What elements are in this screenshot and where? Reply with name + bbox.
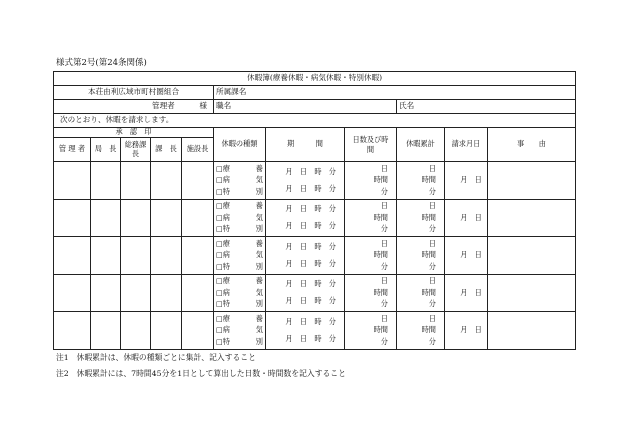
kind-byoki[interactable] xyxy=(216,212,263,224)
approval-kyokucho-cell[interactable] xyxy=(91,162,121,200)
checkbox-icon[interactable]: □ xyxy=(216,250,223,260)
kind-byoki[interactable] xyxy=(216,175,263,187)
approval-somu-cell[interactable] xyxy=(121,162,151,200)
period-from: 月 日 時 分 xyxy=(285,241,336,251)
kind-char: 養 xyxy=(255,201,263,211)
kind-byoki[interactable] xyxy=(216,287,263,299)
kind-char: 病 xyxy=(222,325,230,335)
period-cell[interactable] xyxy=(266,274,345,312)
checkbox-icon[interactable]: □ xyxy=(216,336,223,346)
kind-char: 別 xyxy=(255,336,263,346)
approval-kyokucho-cell[interactable] xyxy=(91,312,121,350)
kind-ryoyo[interactable] xyxy=(216,201,263,213)
approval-kanrisha-cell[interactable] xyxy=(54,237,91,275)
kind-char: 特 xyxy=(222,336,230,346)
reason-cell[interactable] xyxy=(488,237,576,275)
unit-min: 分 xyxy=(380,336,388,346)
cumulative-cell[interactable] xyxy=(397,162,445,200)
kacho-header: 課 長 xyxy=(151,138,182,162)
period-to: 月 日 時 分 xyxy=(285,296,336,306)
request-date-header: 請求月日 xyxy=(445,128,488,162)
cumulative-header: 休暇累計 xyxy=(397,128,445,162)
checkbox-icon[interactable]: □ xyxy=(216,201,223,211)
days-cell[interactable] xyxy=(345,274,397,312)
unit-min: 分 xyxy=(380,224,388,234)
kind-cell xyxy=(214,274,266,312)
request-date-cell[interactable] xyxy=(445,274,488,312)
unit-day: 日 xyxy=(380,238,388,248)
unit-min: 分 xyxy=(428,336,436,346)
leave-row xyxy=(54,274,576,312)
unit-day: 日 xyxy=(428,238,436,248)
unit-min: 分 xyxy=(380,186,388,196)
checkbox-icon[interactable]: □ xyxy=(216,175,223,185)
checkbox-icon[interactable]: □ xyxy=(216,224,223,234)
month-day: 月 日 xyxy=(460,175,482,185)
approval-kanrisha-cell[interactable] xyxy=(54,312,91,350)
approval-kanrisha-cell[interactable] xyxy=(54,162,91,200)
unit-day: 日 xyxy=(380,163,388,173)
checkbox-icon[interactable]: □ xyxy=(216,299,223,309)
kind-char: 気 xyxy=(255,212,263,222)
period-from: 月 日 時 分 xyxy=(285,279,336,289)
unit-hours: 時間 xyxy=(421,212,436,222)
request-date-cell[interactable] xyxy=(445,312,488,350)
kind-cell xyxy=(214,312,266,350)
kind-char: 病 xyxy=(222,250,230,260)
period-cell[interactable] xyxy=(266,199,345,237)
checkbox-icon[interactable]: □ xyxy=(216,238,223,248)
unit-hours: 時間 xyxy=(373,175,388,185)
cumulative-cell[interactable] xyxy=(397,312,445,350)
approval-kacho-cell[interactable] xyxy=(151,312,182,350)
unit-day: 日 xyxy=(428,276,436,286)
cumulative-cell[interactable] xyxy=(397,274,445,312)
manager-cell xyxy=(54,100,214,114)
days-cell[interactable] xyxy=(345,162,397,200)
kind-char: 養 xyxy=(255,163,263,173)
checkbox-icon[interactable]: □ xyxy=(216,276,223,286)
kind-tokubetsu[interactable] xyxy=(216,261,263,273)
unit-hours: 時間 xyxy=(421,250,436,260)
checkbox-icon[interactable]: □ xyxy=(216,313,223,323)
kind-char: 養 xyxy=(255,276,263,286)
kind-tokubetsu[interactable] xyxy=(216,299,263,311)
unit-day: 日 xyxy=(428,313,436,323)
approval-kacho-cell[interactable] xyxy=(151,237,182,275)
unit-hours: 時間 xyxy=(373,250,388,260)
unit-day: 日 xyxy=(380,201,388,211)
period-from: 月 日 時 分 xyxy=(285,316,336,326)
kind-cell xyxy=(214,199,266,237)
kind-tokubetsu[interactable] xyxy=(216,186,263,198)
kind-char: 病 xyxy=(222,212,230,222)
approval-somu-cell[interactable] xyxy=(121,312,151,350)
reason-cell[interactable] xyxy=(488,199,576,237)
kind-tokubetsu[interactable] xyxy=(216,336,263,348)
kind-char: 療 xyxy=(222,163,230,173)
unit-hours: 時間 xyxy=(421,175,436,185)
days-cell[interactable] xyxy=(345,312,397,350)
note-2: 注2 休暇累計には、7時間45分を1日として算出した日数・時間数を記入すること xyxy=(56,369,346,378)
approval-shisetsu-cell[interactable] xyxy=(182,274,214,312)
unit-min: 分 xyxy=(428,261,436,271)
unit-day: 日 xyxy=(428,163,436,173)
kind-char: 気 xyxy=(255,325,263,335)
approval-kacho-cell[interactable] xyxy=(151,162,182,200)
approval-somu-cell[interactable] xyxy=(121,274,151,312)
kind-byoki[interactable] xyxy=(216,325,263,337)
kind-char: 気 xyxy=(255,175,263,185)
kind-char: 病 xyxy=(222,287,230,297)
kind-char: 病 xyxy=(222,175,230,185)
kind-char: 気 xyxy=(255,250,263,260)
approval-kacho-cell[interactable] xyxy=(151,199,182,237)
kind-char: 療 xyxy=(222,313,230,323)
kind-char: 特 xyxy=(222,299,230,309)
request-text: 次のとおり、休暇を請求します。 xyxy=(54,114,576,128)
kind-char: 別 xyxy=(255,299,263,309)
approval-kanrisha-cell[interactable] xyxy=(54,199,91,237)
approval-kyokucho-cell[interactable] xyxy=(91,237,121,275)
month-day: 月 日 xyxy=(460,250,482,260)
month-day: 月 日 xyxy=(460,325,482,335)
cumulative-cell[interactable] xyxy=(397,199,445,237)
kind-char: 養 xyxy=(255,238,263,248)
manager-label: 管理者 xyxy=(152,101,175,111)
unit-day: 日 xyxy=(428,201,436,211)
kind-char: 気 xyxy=(255,287,263,297)
leave-row xyxy=(54,162,576,200)
reason-cell[interactable] xyxy=(488,162,576,200)
somu-kacho-header: 総務課長 xyxy=(121,138,151,162)
honorific: 様 xyxy=(199,101,207,111)
leave-rows xyxy=(54,162,576,350)
reason-cell[interactable] xyxy=(488,274,576,312)
kind-char: 別 xyxy=(255,261,263,271)
month-day: 月 日 xyxy=(460,212,482,222)
approval-kyokucho-cell[interactable] xyxy=(91,274,121,312)
note-1: 注1 休暇累計は、休暇の種類ごとに集計、記入すること xyxy=(56,353,256,362)
reason-cell[interactable] xyxy=(488,312,576,350)
unit-hours: 時間 xyxy=(421,325,436,335)
checkbox-icon[interactable]: □ xyxy=(216,163,223,173)
period-to: 月 日 時 分 xyxy=(285,333,336,343)
kyokucho-header: 局 長 xyxy=(91,138,121,162)
checkbox-icon[interactable]: □ xyxy=(216,325,223,335)
approval-kanrisha-cell[interactable] xyxy=(54,274,91,312)
unit-min: 分 xyxy=(428,299,436,309)
approval-shisetsu-cell[interactable] xyxy=(182,237,214,275)
period-header: 期 間 xyxy=(266,128,345,162)
days-time-header: 日数及び時 間 xyxy=(345,128,397,162)
unit-hours: 時間 xyxy=(373,325,388,335)
leave-row xyxy=(54,237,576,275)
kind-char: 別 xyxy=(255,224,263,234)
checkbox-icon[interactable]: □ xyxy=(216,287,223,297)
unit-hours: 時間 xyxy=(373,287,388,297)
kind-char: 養 xyxy=(255,313,263,323)
approval-shisetsu-cell[interactable] xyxy=(182,162,214,200)
kind-char: 療 xyxy=(222,276,230,286)
dept-label: 所属課名 xyxy=(214,86,576,100)
unit-day: 日 xyxy=(380,313,388,323)
leave-row xyxy=(54,199,576,237)
name-label: 氏名 xyxy=(397,100,576,114)
shisetsucho-header: 施設長 xyxy=(182,138,214,162)
checkbox-icon[interactable]: □ xyxy=(216,261,223,271)
kind-tokubetsu[interactable] xyxy=(216,224,263,236)
unit-min: 分 xyxy=(428,186,436,196)
period-to: 月 日 時 分 xyxy=(285,183,336,193)
approval-shisetsu-cell[interactable] xyxy=(182,312,214,350)
kind-char: 特 xyxy=(222,261,230,271)
checkbox-icon[interactable]: □ xyxy=(216,186,223,196)
kind-ryoyo[interactable] xyxy=(216,313,263,325)
kind-cell xyxy=(214,162,266,200)
kind-char: 特 xyxy=(222,224,230,234)
period-to: 月 日 時 分 xyxy=(285,221,336,231)
kind-char: 別 xyxy=(255,186,263,196)
kind-ryoyo[interactable] xyxy=(216,276,263,288)
kind-header: 休暇の種類 xyxy=(214,128,266,162)
request-date-cell[interactable] xyxy=(445,162,488,200)
cumulative-cell[interactable] xyxy=(397,237,445,275)
form-number: 様式第2号(第24条関係) xyxy=(56,58,147,68)
unit-day: 日 xyxy=(380,276,388,286)
period-from: 月 日 時 分 xyxy=(285,166,336,176)
kind-ryoyo[interactable] xyxy=(216,163,263,175)
unit-hours: 時間 xyxy=(421,287,436,297)
approval-header: 承 認 印 xyxy=(54,128,214,138)
approval-somu-cell[interactable] xyxy=(121,237,151,275)
checkbox-icon[interactable]: □ xyxy=(216,212,223,222)
kind-char: 療 xyxy=(222,201,230,211)
unit-min: 分 xyxy=(428,224,436,234)
kind-char: 療 xyxy=(222,238,230,248)
association-name: 本荘由利広域市町村圏組合 xyxy=(54,86,214,100)
period-to: 月 日 時 分 xyxy=(285,258,336,268)
reason-header: 事 由 xyxy=(488,128,576,162)
period-cell[interactable] xyxy=(266,237,345,275)
approval-shisetsu-cell[interactable] xyxy=(182,199,214,237)
unit-hours: 時間 xyxy=(373,212,388,222)
days-cell[interactable] xyxy=(345,237,397,275)
leave-form-table xyxy=(53,71,576,350)
kind-cell xyxy=(214,237,266,275)
kind-char: 特 xyxy=(222,186,230,196)
unit-min: 分 xyxy=(380,299,388,309)
period-cell[interactable] xyxy=(266,312,345,350)
unit-min: 分 xyxy=(380,261,388,271)
request-date-cell[interactable] xyxy=(445,199,488,237)
leave-row xyxy=(54,312,576,350)
form-title: 休暇簿(療養休暇・病気休暇・特別休暇) xyxy=(54,72,576,86)
period-from: 月 日 時 分 xyxy=(285,204,336,214)
kind-ryoyo[interactable] xyxy=(216,238,263,250)
approval-somu-cell[interactable] xyxy=(121,199,151,237)
kanrisha-header: 管 理 者 xyxy=(54,138,91,162)
request-date-cell[interactable] xyxy=(445,237,488,275)
days-cell[interactable] xyxy=(345,199,397,237)
kind-byoki[interactable] xyxy=(216,250,263,262)
approval-kyokucho-cell[interactable] xyxy=(91,199,121,237)
period-cell[interactable] xyxy=(266,162,345,200)
month-day: 月 日 xyxy=(460,287,482,297)
approval-kacho-cell[interactable] xyxy=(151,274,182,312)
post-label: 職名 xyxy=(214,100,397,114)
